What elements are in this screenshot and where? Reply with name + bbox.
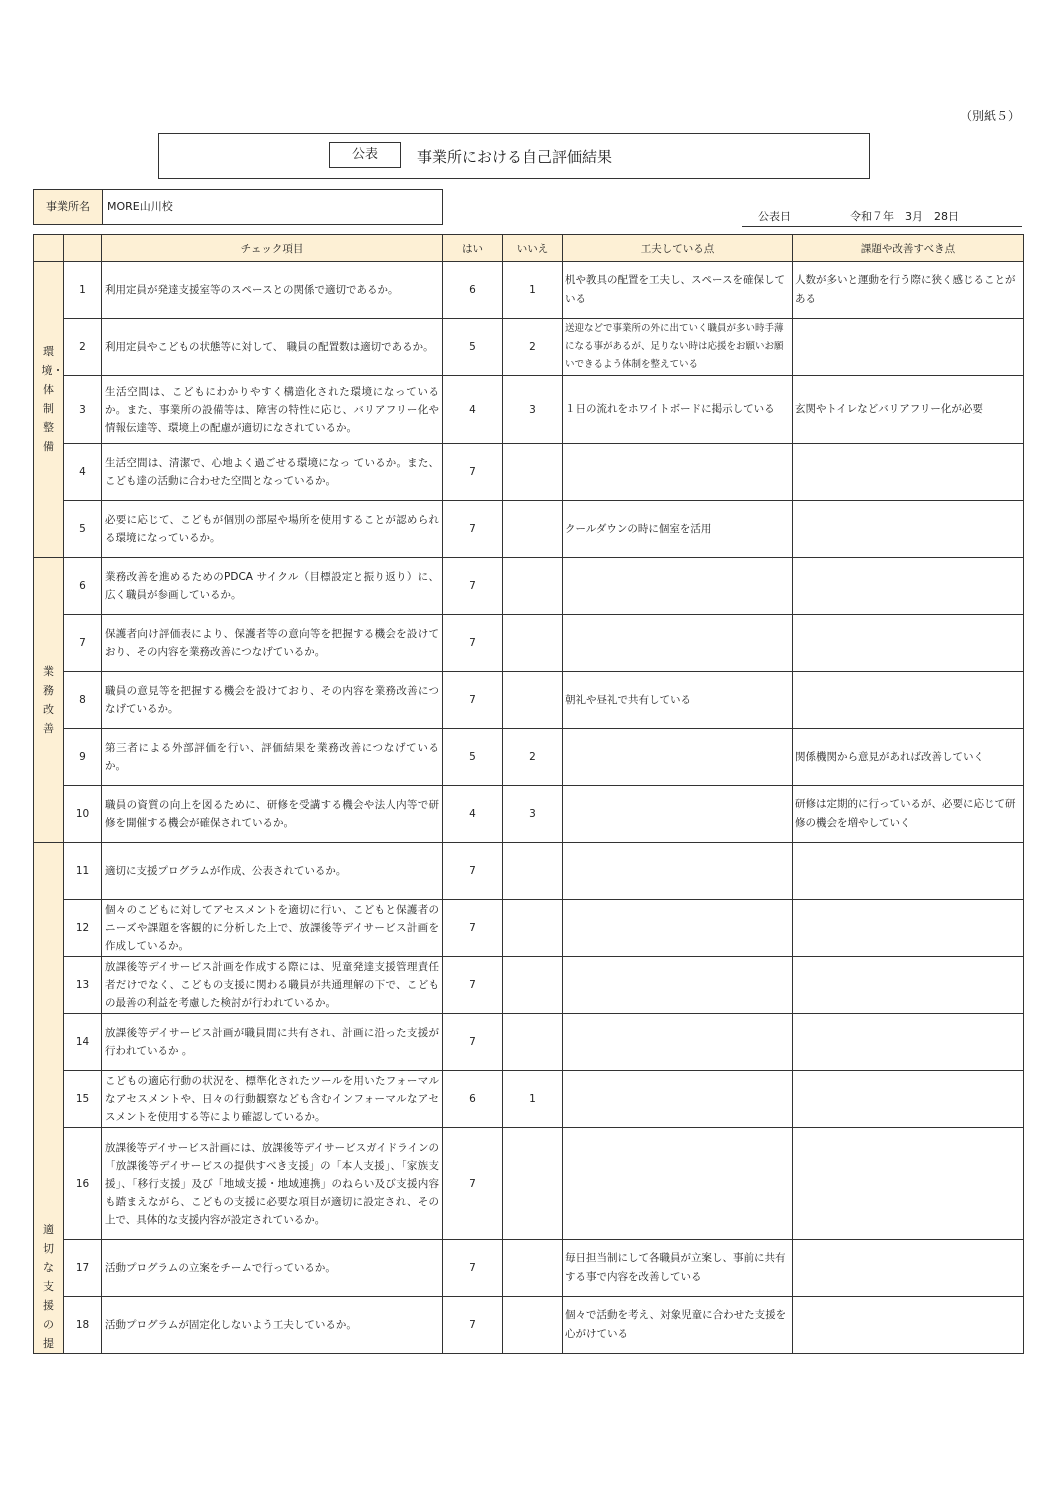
table-row xyxy=(34,786,1024,843)
no-count xyxy=(503,843,563,900)
issue-note xyxy=(793,1240,1024,1297)
effort-note: 朝礼や昼礼で共有している xyxy=(563,672,793,729)
yes-count: 7 xyxy=(443,957,503,1014)
check-item: 職員の資質の向上を図るために、研修を受講する機会や法人内等で研修を開催する機会が確保されているか。 xyxy=(102,786,443,843)
row-number: 6 xyxy=(64,558,102,615)
check-item: 放課後等デイサービス計画には、放課後等デイサービスガイドラインの「放課後等デイサービスの提供すべき支援」の「本人支援」、「家族支援」、「移行支援」及び「地域支援・地域連携」のねらい及び支援内容も踏まえながら、こどもの支援に必要な項目が適切に設定され、その上で、具体的な支援内容が設定されているか。 xyxy=(102,1128,443,1240)
check-item: 放課後等デイサービス計画を作成する際には、児童発達支援管理責任者だけでなく、こどもの支援に関わる職員が共通理解の下で、こどもの最善の利益を考慮した検討が行われているか。 xyxy=(102,957,443,1014)
header-row xyxy=(34,235,1024,262)
no-count xyxy=(503,1128,563,1240)
row-number: 18 xyxy=(64,1297,102,1354)
table-row xyxy=(34,1240,1024,1297)
table-row xyxy=(34,900,1024,957)
issue-note xyxy=(793,957,1024,1014)
row-number: 9 xyxy=(64,729,102,786)
office-label: 事業所名 xyxy=(34,190,103,224)
yes-count: 7 xyxy=(443,1240,503,1297)
table-row xyxy=(34,1014,1024,1071)
table-row xyxy=(34,957,1024,1014)
effort-note: 毎日担当制にして各職員が立案し、事前に共有する事で内容を改善している xyxy=(563,1240,793,1297)
no-count xyxy=(503,900,563,957)
yes-count: 5 xyxy=(443,319,503,376)
check-item: 利用定員やこどもの状態等に対して、 職員の配置数は適切であるか。 xyxy=(102,319,443,376)
check-item: 活動プログラムの立案をチームで行っているか。 xyxy=(102,1240,443,1297)
row-number: 5 xyxy=(64,501,102,558)
yes-count: 6 xyxy=(443,1071,503,1128)
issue-note: 関係機関から意見があれば改善していく xyxy=(793,729,1024,786)
issue-note xyxy=(793,501,1024,558)
yes-count: 7 xyxy=(443,1128,503,1240)
check-item: 生活空間は、清潔で、心地よく過ごせる環境になっ ているか。また、こども達の活動に合わせた空間となっているか。 xyxy=(102,444,443,501)
no-count: 2 xyxy=(503,319,563,376)
issue-note xyxy=(793,615,1024,672)
table-row xyxy=(34,319,1024,376)
category-environment: 環境・体制整備 xyxy=(34,262,64,558)
check-item: 放課後等デイサービス計画が職員間に共有され、計画に沿った支援が行われているか 。 xyxy=(102,1014,443,1071)
no-count xyxy=(503,501,563,558)
publication-date xyxy=(742,208,1022,227)
row-number: 7 xyxy=(64,615,102,672)
no-count: 3 xyxy=(503,786,563,843)
yes-count: 4 xyxy=(443,376,503,444)
table-row xyxy=(34,729,1024,786)
check-item: 第三者による外部評価を行い、評価結果を業務改善につなげているか。 xyxy=(102,729,443,786)
row-number: 10 xyxy=(64,786,102,843)
evaluation-table xyxy=(33,234,1024,1354)
no-count: 1 xyxy=(503,1071,563,1128)
header-no: いいえ xyxy=(503,235,563,262)
row-number: 1 xyxy=(64,262,102,319)
publication-date-label: 公表日 xyxy=(758,210,791,223)
row-number: 12 xyxy=(64,900,102,957)
table-row xyxy=(34,558,1024,615)
effort-note xyxy=(563,1071,793,1128)
table-row xyxy=(34,262,1024,319)
row-number: 11 xyxy=(64,843,102,900)
yes-count: 5 xyxy=(443,729,503,786)
table-row xyxy=(34,444,1024,501)
yes-count: 7 xyxy=(443,501,503,558)
effort-note xyxy=(563,786,793,843)
row-number: 4 xyxy=(64,444,102,501)
no-count xyxy=(503,957,563,1014)
check-item: 業務改善を進めるためのPDCA サイクル（目標設定と振り返り）に、広く職員が参画しているか。 xyxy=(102,558,443,615)
effort-note xyxy=(563,558,793,615)
yes-count: 7 xyxy=(443,900,503,957)
issue-note xyxy=(793,1128,1024,1240)
row-number: 17 xyxy=(64,1240,102,1297)
check-item: 保護者向け評価表により、保護者等の意向等を把握する機会を設けており、その内容を業務改善につなげているか。 xyxy=(102,615,443,672)
issue-note: 研修は定期的に行っているが、必要に応じて研修の機会を増やしていく xyxy=(793,786,1024,843)
header-effort: 工夫している点 xyxy=(563,235,793,262)
row-number: 15 xyxy=(64,1071,102,1128)
issue-note xyxy=(793,319,1024,376)
publication-date-value: 令和７年 3月 28日 xyxy=(850,210,959,223)
yes-count: 7 xyxy=(443,615,503,672)
check-item: 職員の意見等を把握する機会を設けており、その内容を業務改善につなげているか。 xyxy=(102,672,443,729)
issue-note xyxy=(793,672,1024,729)
no-count xyxy=(503,444,563,501)
yes-count: 7 xyxy=(443,444,503,501)
header-category xyxy=(34,235,64,262)
header-yes: はい xyxy=(443,235,503,262)
effort-note: 個々で活動を考え、対象児童に合わせた支援を心がけている xyxy=(563,1297,793,1354)
row-number: 16 xyxy=(64,1128,102,1240)
no-count xyxy=(503,558,563,615)
table-row xyxy=(34,672,1024,729)
issue-note xyxy=(793,1297,1024,1354)
issue-note: 玄関やトイレなどバリアフリー化が必要 xyxy=(793,376,1024,444)
effort-note: クールダウンの時に個室を活用 xyxy=(563,501,793,558)
office-box xyxy=(33,189,443,225)
row-number: 8 xyxy=(64,672,102,729)
no-count xyxy=(503,1240,563,1297)
office-name: MORE山川校 xyxy=(107,200,173,213)
title-box xyxy=(158,133,870,179)
header-issue: 課題や改善すべき点 xyxy=(793,235,1024,262)
issue-note xyxy=(793,843,1024,900)
category-business-improvement: 業務改善 xyxy=(34,558,64,843)
check-item: 利用定員が発達支援室等のスペースとの関係で適切であるか。 xyxy=(102,262,443,319)
yes-count: 6 xyxy=(443,262,503,319)
no-count: 3 xyxy=(503,376,563,444)
no-count: 1 xyxy=(503,262,563,319)
page-title: 事業所における自己評価結果 xyxy=(417,148,613,166)
issue-note xyxy=(793,558,1024,615)
yes-count: 7 xyxy=(443,1014,503,1071)
table-row xyxy=(34,1071,1024,1128)
effort-note xyxy=(563,843,793,900)
yes-count: 7 xyxy=(443,672,503,729)
row-number: 3 xyxy=(64,376,102,444)
check-item: 必要に応じて、こどもが個別の部屋や場所を使用することが認められる環境になっているか。 xyxy=(102,501,443,558)
issue-note xyxy=(793,1014,1024,1071)
yes-count: 7 xyxy=(443,843,503,900)
table-row xyxy=(34,615,1024,672)
effort-note xyxy=(563,1128,793,1240)
table-row xyxy=(34,376,1024,444)
no-count xyxy=(503,1297,563,1354)
issue-note xyxy=(793,900,1024,957)
no-count xyxy=(503,1014,563,1071)
yes-count: 4 xyxy=(443,786,503,843)
check-item: 個々のこどもに対してアセスメントを適切に行い、こどもと保護者のニーズや課題を客観的に分析した上で、放課後等デイサービス計画を作成しているか。 xyxy=(102,900,443,957)
effort-note xyxy=(563,1014,793,1071)
check-item: 適切に支援プログラムが作成、公表されているか。 xyxy=(102,843,443,900)
yes-count: 7 xyxy=(443,1297,503,1354)
no-count: 2 xyxy=(503,729,563,786)
row-number: 13 xyxy=(64,957,102,1014)
effort-note xyxy=(563,444,793,501)
table-row xyxy=(34,501,1024,558)
row-number: 2 xyxy=(64,319,102,376)
effort-note xyxy=(563,615,793,672)
effort-note: 机や教具の配置を工夫し、スペースを確保している xyxy=(563,262,793,319)
table-row xyxy=(34,1297,1024,1354)
check-item: 活動プログラムが固定化しないよう工夫しているか。 xyxy=(102,1297,443,1354)
annex-label: （別紙５） xyxy=(960,109,1021,123)
effort-note xyxy=(563,900,793,957)
no-count xyxy=(503,615,563,672)
issue-note xyxy=(793,444,1024,501)
effort-note xyxy=(563,729,793,786)
table-row xyxy=(34,843,1024,900)
category-appropriate-support: 適切な支援の提 xyxy=(34,843,64,1354)
effort-note xyxy=(563,957,793,1014)
header-number xyxy=(64,235,102,262)
check-item: 生活空間は、こどもにわかりやすく構造化された環境になっているか。また、事業所の設備等は、障害の特性に応じ、バリアフリー化や情報伝達等、環境上の配慮が適切になされているか。 xyxy=(102,376,443,444)
public-badge: 公表 xyxy=(329,142,401,168)
row-number: 14 xyxy=(64,1014,102,1071)
yes-count: 7 xyxy=(443,558,503,615)
header-check-item: チェック項目 xyxy=(102,235,443,262)
table-row xyxy=(34,1128,1024,1240)
effort-note: 送迎などで事業所の外に出ていく職員が多い時手薄になる事があるが、足りない時は応援をお願いお願いできるよう体制を整えている xyxy=(563,319,793,376)
no-count xyxy=(503,672,563,729)
issue-note: 人数が多いと運動を行う際に狭く感じることがある xyxy=(793,262,1024,319)
issue-note xyxy=(793,1071,1024,1128)
effort-note: １日の流れをホワイトボードに掲示している xyxy=(563,376,793,444)
check-item: こどもの適応行動の状況を、標準化されたツールを用いたフォーマルなアセスメントや、日々の行動観察なども含むインフォーマルなアセスメントを使用する等により確認しているか。 xyxy=(102,1071,443,1128)
